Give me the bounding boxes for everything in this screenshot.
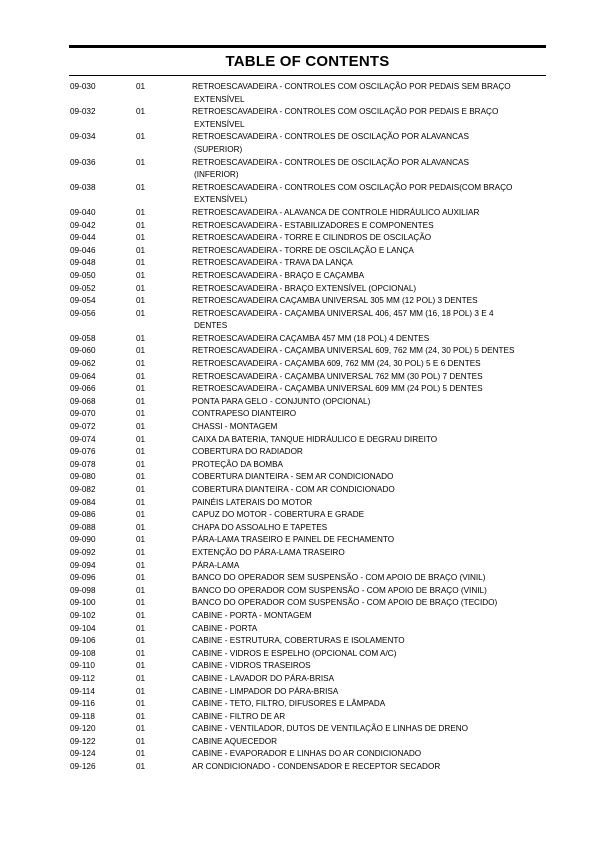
entry-code: 09-036	[70, 157, 96, 167]
entry-description-line: RETROESCAVADEIRA CAÇAMBA 457 MM (18 POL) 4 DENTES	[192, 333, 430, 343]
entry-code: 09-114	[70, 686, 95, 696]
entry-revision: 01	[136, 132, 146, 142]
toc-entry[interactable]	[70, 157, 546, 182]
entry-code: 09-030	[70, 82, 96, 91]
entry-code: 09-102	[70, 610, 96, 620]
entry-description-line: CABINE - PORTA	[192, 623, 258, 633]
entry-description	[192, 157, 546, 182]
entry-description-line: RETROESCAVADEIRA - CONTROLES COM OSCILAÇÃO POR PEDAIS E BRAÇO	[192, 107, 499, 117]
entry-description	[192, 509, 546, 522]
entry-revision: 01	[136, 749, 146, 759]
entry-revision: 01	[136, 560, 146, 570]
entry-revision: 01	[136, 497, 146, 507]
toc-entry[interactable]	[70, 81, 546, 106]
entry-description	[192, 623, 546, 636]
entry-description	[192, 434, 546, 447]
entry-revision: 01	[136, 547, 146, 557]
entry-code: 09-118	[70, 711, 95, 721]
header-bottom-rule	[69, 75, 546, 76]
entry-code: 09-046	[70, 245, 96, 255]
entry-description-line: CABINE - TETO, FILTRO, DIFUSORES E LÂMPADA	[192, 699, 386, 709]
toc-entry[interactable]	[70, 534, 546, 547]
entry-description-line: CAPUZ DO MOTOR - COBERTURA E GRADE	[192, 510, 365, 520]
entry-code: 09-038	[70, 182, 96, 192]
toc-entry[interactable]	[70, 484, 546, 497]
entry-revision: 01	[136, 648, 146, 658]
entry-revision: 01	[136, 333, 146, 343]
entry-code: 09-048	[70, 258, 96, 268]
entry-code: 09-080	[70, 472, 96, 482]
entry-revision: 01	[136, 736, 146, 746]
entry-code: 09-070	[70, 409, 96, 419]
toc-entry[interactable]	[70, 295, 546, 308]
entry-code: 09-108	[70, 648, 96, 658]
toc-entry[interactable]	[70, 131, 546, 156]
entry-description-line: COBERTURA DIANTEIRA - COM AR CONDICIONADO	[192, 485, 395, 494]
toc-entry[interactable]	[70, 182, 546, 207]
toc-entry[interactable]	[70, 270, 546, 283]
toc-entry[interactable]	[70, 761, 546, 774]
entry-revision: 01	[136, 711, 146, 721]
toc-entry[interactable]	[70, 232, 546, 245]
entry-description-continuation: EXTENSÍVEL)	[194, 195, 248, 205]
entry-code: 09-126	[70, 762, 96, 772]
entry-description-line: RETROESCAVADEIRA - TRAVA DA LANÇA	[192, 258, 353, 268]
toc-entry[interactable]	[70, 748, 546, 761]
toc-entry[interactable]	[70, 459, 546, 472]
entry-code: 09-034	[70, 132, 96, 142]
entry-description-continuation: (SUPERIOR)	[194, 144, 243, 154]
toc-entry[interactable]	[70, 623, 546, 636]
entry-description-line: RETROESCAVADEIRA CAÇAMBA UNIVERSAL 305 MM (12 POL) 3 DENTES	[192, 296, 478, 306]
entry-description	[192, 547, 546, 560]
entry-description-line: RETROESCAVADEIRA - CAÇAMBA UNIVERSAL 762 MM (30 POL) 7 DENTES	[192, 371, 483, 381]
entry-revision: 01	[136, 686, 146, 696]
entry-description-line: RETROESCAVADEIRA - CAÇAMBA UNIVERSAL 406, 457 MM (16, 18 POL) 3 E 4	[192, 308, 494, 318]
entry-description-line: RETROESCAVADEIRA - ALAVANCA DE CONTROLE HIDRÁULICO AUXILIAR	[192, 207, 480, 217]
entry-description-line: CONTRAPESO DIANTEIRO	[192, 409, 297, 419]
toc-entry[interactable]	[70, 257, 546, 270]
toc-entry[interactable]	[70, 736, 546, 749]
entry-revision: 01	[136, 207, 146, 217]
entry-description-line: CABINE - ESTRUTURA, COBERTURAS E ISOLAMENTO	[192, 636, 405, 646]
entry-revision: 01	[136, 510, 146, 520]
entry-description-line: AR CONDICIONADO - CONDENSADOR E RECEPTOR SECADOR	[192, 762, 441, 772]
entry-description	[192, 711, 546, 724]
entry-revision: 01	[136, 535, 146, 545]
entry-description	[192, 761, 546, 774]
toc-entry[interactable]	[70, 283, 546, 296]
entry-code: 09-096	[70, 573, 96, 583]
entry-description	[192, 295, 546, 308]
entry-code: 09-040	[70, 207, 96, 217]
entry-description	[192, 283, 546, 296]
toc-entry[interactable]	[70, 308, 546, 333]
entry-code: 09-078	[70, 459, 96, 469]
entry-code: 09-084	[70, 497, 96, 507]
entry-description	[192, 106, 546, 131]
entry-description-line: RETROESCAVADEIRA - BRAÇO EXTENSÍVEL (OPCIONAL)	[192, 283, 417, 293]
toc-entry[interactable]	[70, 560, 546, 573]
entry-description	[192, 660, 546, 673]
entry-revision: 01	[136, 384, 146, 394]
entry-revision: 01	[136, 724, 146, 734]
entry-code: 09-110	[70, 661, 95, 671]
entry-description-line: CABINE - PORTA - MONTAGEM	[192, 610, 312, 620]
entry-description	[192, 459, 546, 472]
toc-entry[interactable]	[70, 572, 546, 585]
entry-code: 09-104	[70, 623, 96, 633]
toc-entry[interactable]	[70, 245, 546, 258]
entry-code: 09-066	[70, 384, 96, 394]
toc-entry[interactable]	[70, 547, 546, 560]
entry-revision: 01	[136, 459, 146, 469]
entry-revision: 01	[136, 107, 146, 117]
entry-description-line: BANCO DO OPERADOR COM SUSPENSÃO - COM APOIO DE BRAÇO (TECIDO)	[192, 598, 498, 608]
entry-description	[192, 635, 546, 648]
toc-entry[interactable]	[70, 358, 546, 371]
toc-entry[interactable]	[70, 711, 546, 724]
toc-entry[interactable]	[70, 345, 546, 358]
entry-description	[192, 232, 546, 245]
toc-entry[interactable]	[70, 408, 546, 421]
entry-description	[192, 358, 546, 371]
entry-revision: 01	[136, 699, 146, 709]
entry-description-continuation: DENTES	[194, 321, 228, 331]
entry-revision: 01	[136, 434, 146, 444]
entry-description	[192, 572, 546, 585]
entry-description	[192, 421, 546, 434]
entry-description-line: CABINE - LIMPADOR DO PÁRA-BRISA	[192, 686, 339, 696]
entry-description-line: CABINE - VENTILADOR, DUTOS DE VENTILAÇÃO E LINHAS DE DRENO	[192, 724, 469, 734]
entry-code: 09-124	[70, 749, 96, 759]
entry-revision: 01	[136, 610, 146, 620]
entry-description	[192, 446, 546, 459]
entry-description-line: CHASSI - MONTAGEM	[192, 422, 278, 432]
toc-entry[interactable]	[70, 522, 546, 535]
entry-revision: 01	[136, 182, 146, 192]
entry-description	[192, 257, 546, 270]
entry-description	[192, 182, 546, 207]
entry-description	[192, 471, 546, 484]
toc-entry[interactable]	[70, 333, 546, 346]
entry-description	[192, 383, 546, 396]
toc-entry[interactable]	[70, 509, 546, 522]
entry-description	[192, 560, 546, 573]
entry-description	[192, 686, 546, 699]
entry-revision: 01	[136, 346, 146, 356]
entry-description	[192, 333, 546, 346]
entry-revision: 01	[136, 585, 146, 595]
entry-description-line: CAIXA DA BATERIA, TANQUE HIDRÁULICO E DEGRAU DIREITO	[192, 434, 438, 444]
entry-description-line: RETROESCAVADEIRA - CAÇAMBA 609, 762 MM (24, 30 POL) 5 E 6 DENTES	[192, 359, 481, 369]
entry-description	[192, 396, 546, 409]
entry-description-line: PAINÉIS LATERAIS DO MOTOR	[192, 497, 313, 507]
entry-description-continuation: (INFERIOR)	[194, 170, 239, 180]
entry-code: 09-116	[70, 699, 95, 709]
entry-revision: 01	[136, 447, 146, 457]
entry-description	[192, 748, 546, 761]
entry-revision: 01	[136, 157, 146, 167]
entry-revision: 01	[136, 409, 146, 419]
entry-code: 09-092	[70, 547, 96, 557]
entry-description-continuation: EXTENSÍVEL	[194, 94, 245, 104]
entry-description-line: CABINE - VIDROS E ESPELHO (OPCIONAL COM A/C)	[192, 648, 397, 658]
entry-revision: 01	[136, 623, 146, 633]
entry-description-line: CABINE - FILTRO DE AR	[192, 711, 286, 721]
entry-description-line: RETROESCAVADEIRA - CAÇAMBA UNIVERSAL 609, 762 MM (24, 30 POL) 5 DENTES	[192, 346, 515, 356]
toc-entry[interactable]	[70, 673, 546, 686]
entry-description-line: CABINE - EVAPORADOR E LINHAS DO AR CONDICIONADO	[192, 749, 422, 759]
entry-code: 09-088	[70, 522, 96, 532]
entry-code: 09-082	[70, 485, 96, 494]
entry-revision: 01	[136, 472, 146, 482]
entry-description	[192, 585, 546, 598]
header-top-rule	[69, 45, 546, 48]
entry-code: 09-072	[70, 422, 96, 432]
entry-description	[192, 497, 546, 510]
entry-code: 09-050	[70, 270, 96, 280]
entry-revision: 01	[136, 396, 146, 406]
entry-description	[192, 131, 546, 156]
entry-description-line: RETROESCAVADEIRA - BRAÇO E CAÇAMBA	[192, 270, 365, 280]
entry-description	[192, 597, 546, 610]
entry-code: 09-064	[70, 371, 96, 381]
entry-revision: 01	[136, 422, 146, 432]
entry-description-line: RETROESCAVADEIRA - CONTROLES COM OSCILAÇÃO POR PEDAIS(COM BRAÇO	[192, 182, 513, 192]
toc-entry[interactable]	[70, 610, 546, 623]
entry-description	[192, 81, 546, 106]
entry-code: 09-086	[70, 510, 96, 520]
entry-description-line: PÁRA-LAMA	[192, 560, 240, 570]
toc-entry[interactable]	[70, 383, 546, 396]
entry-description	[192, 308, 546, 333]
entry-description-line: PÁRA-LAMA TRASEIRO E PAINEL DE FECHAMENTO	[192, 535, 395, 545]
toc-entry[interactable]	[70, 396, 546, 409]
toc-entry[interactable]	[70, 723, 546, 736]
toc-entry[interactable]	[70, 446, 546, 459]
toc-entry[interactable]	[70, 686, 546, 699]
entry-description-line: CABINE AQUECEDOR	[192, 736, 278, 746]
entry-code: 09-094	[70, 560, 96, 570]
entry-description	[192, 534, 546, 547]
entry-description-line: RETROESCAVADEIRA - TORRE E CILINDROS DE OSCILAÇÃO	[192, 233, 432, 243]
entry-revision: 01	[136, 220, 146, 230]
entry-description	[192, 220, 546, 233]
entry-code: 09-068	[70, 396, 96, 406]
entry-revision: 01	[136, 522, 146, 532]
entry-description-line: RETROESCAVADEIRA - ESTABILIZADORES E COMPONENTES	[192, 220, 434, 230]
entry-revision: 01	[136, 283, 146, 293]
entry-code: 09-042	[70, 220, 96, 230]
entry-revision: 01	[136, 661, 146, 671]
entry-description-line: CABINE - VIDROS TRASEIROS	[192, 661, 311, 671]
entry-description-line: RETROESCAVADEIRA - TORRE DE OSCILAÇÃO E LANÇA	[192, 245, 414, 255]
entry-revision: 01	[136, 296, 146, 306]
entry-description-line: BANCO DO OPERADOR SEM SUSPENSÃO - COM APOIO DE BRAÇO (VINIL)	[192, 573, 486, 583]
toc-entry[interactable]	[70, 660, 546, 673]
entry-description	[192, 245, 546, 258]
entry-code: 09-106	[70, 636, 96, 646]
entry-code: 09-112	[70, 673, 95, 683]
entry-code: 09-090	[70, 535, 96, 545]
entry-description	[192, 673, 546, 686]
entry-description-line: RETROESCAVADEIRA - CONTROLES DE OSCILAÇÃO POR ALAVANCAS	[192, 157, 469, 167]
entry-revision: 01	[136, 598, 146, 608]
toc-entry[interactable]	[70, 434, 546, 447]
entry-description	[192, 610, 546, 623]
entry-revision: 01	[136, 573, 146, 583]
entry-description	[192, 522, 546, 535]
entry-description	[192, 345, 546, 358]
entry-revision: 01	[136, 485, 146, 494]
entry-description-line: COBERTURA DO RADIADOR	[192, 447, 303, 457]
entry-description-line: RETROESCAVADEIRA - CONTROLES DE OSCILAÇÃO POR ALAVANCAS	[192, 132, 469, 142]
entry-code: 09-076	[70, 447, 96, 457]
entry-code: 09-058	[70, 333, 96, 343]
entry-revision: 01	[136, 636, 146, 646]
page-title: TABLE OF CONTENTS	[225, 53, 390, 70]
entry-revision: 01	[136, 245, 146, 255]
entry-code: 09-074	[70, 434, 96, 444]
entry-description-line: RETROESCAVADEIRA - CONTROLES COM OSCILAÇÃO POR PEDAIS SEM BRAÇO	[192, 82, 511, 91]
toc-list	[70, 81, 546, 774]
entry-revision: 01	[136, 371, 146, 381]
entry-description	[192, 270, 546, 283]
entry-description	[192, 408, 546, 421]
entry-description	[192, 484, 546, 497]
entry-revision: 01	[136, 270, 146, 280]
entry-description-line: BANCO DO OPERADOR COM SUSPENSÃO - COM APOIO DE BRAÇO (VINIL)	[192, 585, 487, 595]
toc-entry[interactable]	[70, 106, 546, 131]
entry-description	[192, 371, 546, 384]
entry-revision: 01	[136, 82, 146, 91]
entry-code: 09-052	[70, 283, 96, 293]
entry-code: 09-032	[70, 107, 96, 117]
toc-entry[interactable]	[70, 585, 546, 598]
entry-description-line: PONTA PARA GELO - CONJUNTO (OPCIONAL)	[192, 396, 371, 406]
entry-code: 09-100	[70, 598, 96, 608]
toc-entry[interactable]	[70, 371, 546, 384]
toc-entry[interactable]	[70, 497, 546, 510]
entry-description	[192, 207, 546, 220]
entry-description	[192, 736, 546, 749]
entry-revision: 01	[136, 308, 146, 318]
toc-entry[interactable]	[70, 471, 546, 484]
entry-description	[192, 723, 546, 736]
toc-entry[interactable]	[70, 207, 546, 220]
toc-entry[interactable]	[70, 635, 546, 648]
entry-code: 09-060	[70, 346, 96, 356]
entry-code: 09-054	[70, 296, 96, 306]
entry-description	[192, 648, 546, 661]
entry-description-line: EXTENÇÃO DO PÁRA-LAMA TRASEIRO	[192, 547, 345, 557]
entry-description-line: RETROESCAVADEIRA - CAÇAMBA UNIVERSAL 609 MM (24 POL) 5 DENTES	[192, 384, 483, 394]
entry-description-line: CHAPA DO ASSOALHO E TAPETES	[192, 522, 328, 532]
entry-description-line: PROTEÇÃO DA BOMBA	[192, 459, 283, 469]
entry-revision: 01	[136, 258, 146, 268]
entry-description-continuation: EXTENSÍVEL	[194, 119, 245, 129]
entry-code: 09-122	[70, 736, 96, 746]
toc-entry[interactable]	[70, 220, 546, 233]
entry-description-line: COBERTURA DIANTEIRA - SEM AR CONDICIONADO	[192, 472, 394, 482]
toc-entry[interactable]	[70, 597, 546, 610]
entry-code: 09-062	[70, 359, 96, 369]
entry-revision: 01	[136, 359, 146, 369]
entry-code: 09-044	[70, 233, 96, 243]
entry-description-line: CABINE - LAVADOR DO PÁRA-BRISA	[192, 673, 335, 683]
entry-revision: 01	[136, 762, 146, 772]
entry-revision: 01	[136, 233, 146, 243]
entry-revision: 01	[136, 673, 146, 683]
toc-entry[interactable]	[70, 648, 546, 661]
entry-code: 09-098	[70, 585, 96, 595]
toc-entry[interactable]	[70, 698, 546, 711]
entry-code: 09-120	[70, 724, 96, 734]
entry-code: 09-056	[70, 308, 96, 318]
toc-entry[interactable]	[70, 421, 546, 434]
entry-description	[192, 698, 546, 711]
